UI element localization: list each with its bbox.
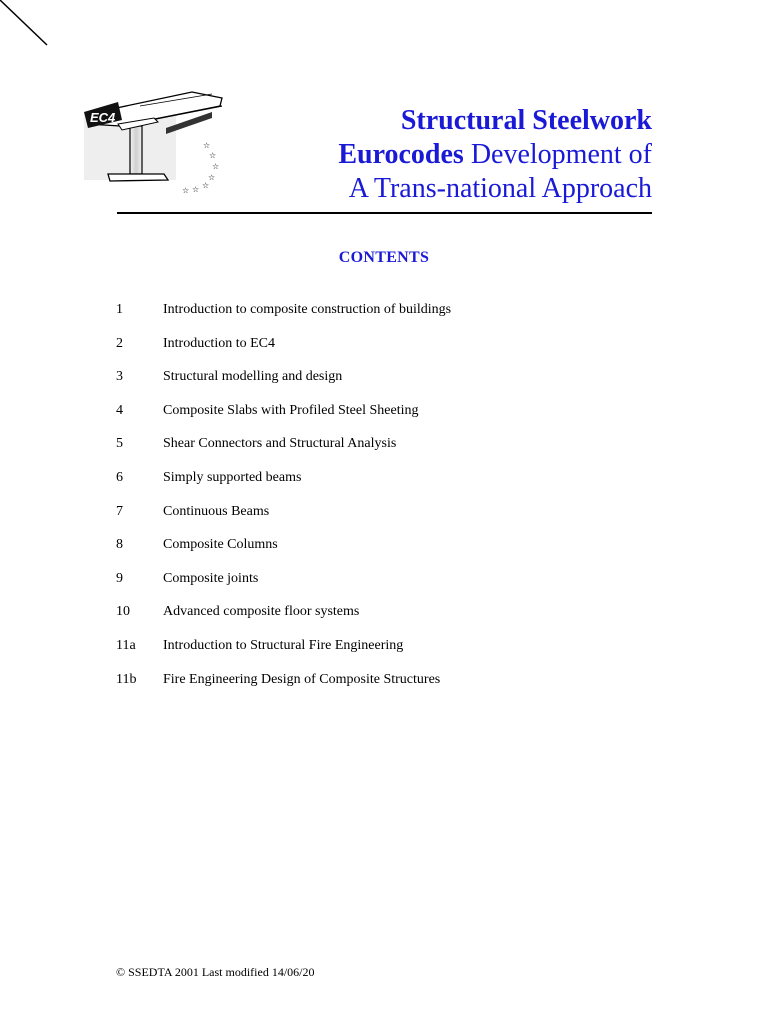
item-title: Simply supported beams [163,469,302,485]
item-title: Structural modelling and design [163,369,343,385]
list-item [116,401,656,435]
item-title: Composite joints [163,570,259,586]
title-line-2-rest: Development of [463,139,652,170]
title-line-2-bold: Eurocodes [338,139,464,170]
item-number: 9 [116,570,123,586]
item-number: 10 [116,604,130,620]
svg-text:☆: ☆ [182,186,190,195]
header-divider [117,212,652,214]
list-item [116,502,656,536]
svg-text:☆: ☆ [202,181,210,190]
item-title: Fire Engineering Design of Composite Structures [163,671,441,687]
svg-text:☆: ☆ [192,185,200,194]
item-title: Introduction to EC4 [163,335,275,351]
item-title: Advanced composite floor systems [163,604,360,620]
list-item [116,535,656,569]
item-number: 4 [116,402,123,418]
list-item [116,334,656,368]
corner-fold-line [0,0,60,60]
item-title: Composite Slabs with Profiled Steel Sheeting [163,402,419,418]
item-number: 1 [116,302,123,317]
item-title: Composite Columns [163,537,278,553]
list-item [116,670,656,704]
list-item [116,468,656,502]
item-title: Continuous Beams [163,503,270,519]
svg-text:☆: ☆ [203,141,211,150]
svg-text:☆: ☆ [209,151,217,160]
item-number: 7 [116,503,123,519]
list-item [116,602,656,636]
copyright-footer: © SSEDTA 2001 Last modified 14/06/20 [116,965,315,979]
title-line-2 [338,138,652,172]
contents-list [116,300,656,703]
list-item [116,569,656,603]
item-number: 5 [116,436,123,452]
item-number: 11a [116,637,136,653]
ec4-logo [80,84,228,200]
list-item [116,300,656,334]
list-item [116,367,656,401]
svg-text:☆: ☆ [212,162,220,171]
item-number: 2 [116,335,123,351]
title-line-3: A Trans-national Approach [348,173,652,204]
svg-text:☆: ☆ [208,173,216,182]
document-title [338,104,652,206]
item-number: 11b [116,671,137,687]
item-title: Introduction to composite construction of buildings [163,302,452,317]
title-line-1: Structural Steelwork [400,105,652,136]
item-title: Introduction to Structural Fire Engineering [163,637,404,653]
contents-heading: CONTENTS [338,249,430,266]
item-number: 3 [116,369,123,385]
item-number: 8 [116,537,123,553]
list-item [116,636,656,670]
item-number: 6 [116,469,123,485]
list-item [116,434,656,468]
item-title: Shear Connectors and Structural Analysis [163,436,397,452]
svg-text:EC4: EC4 [90,110,116,125]
